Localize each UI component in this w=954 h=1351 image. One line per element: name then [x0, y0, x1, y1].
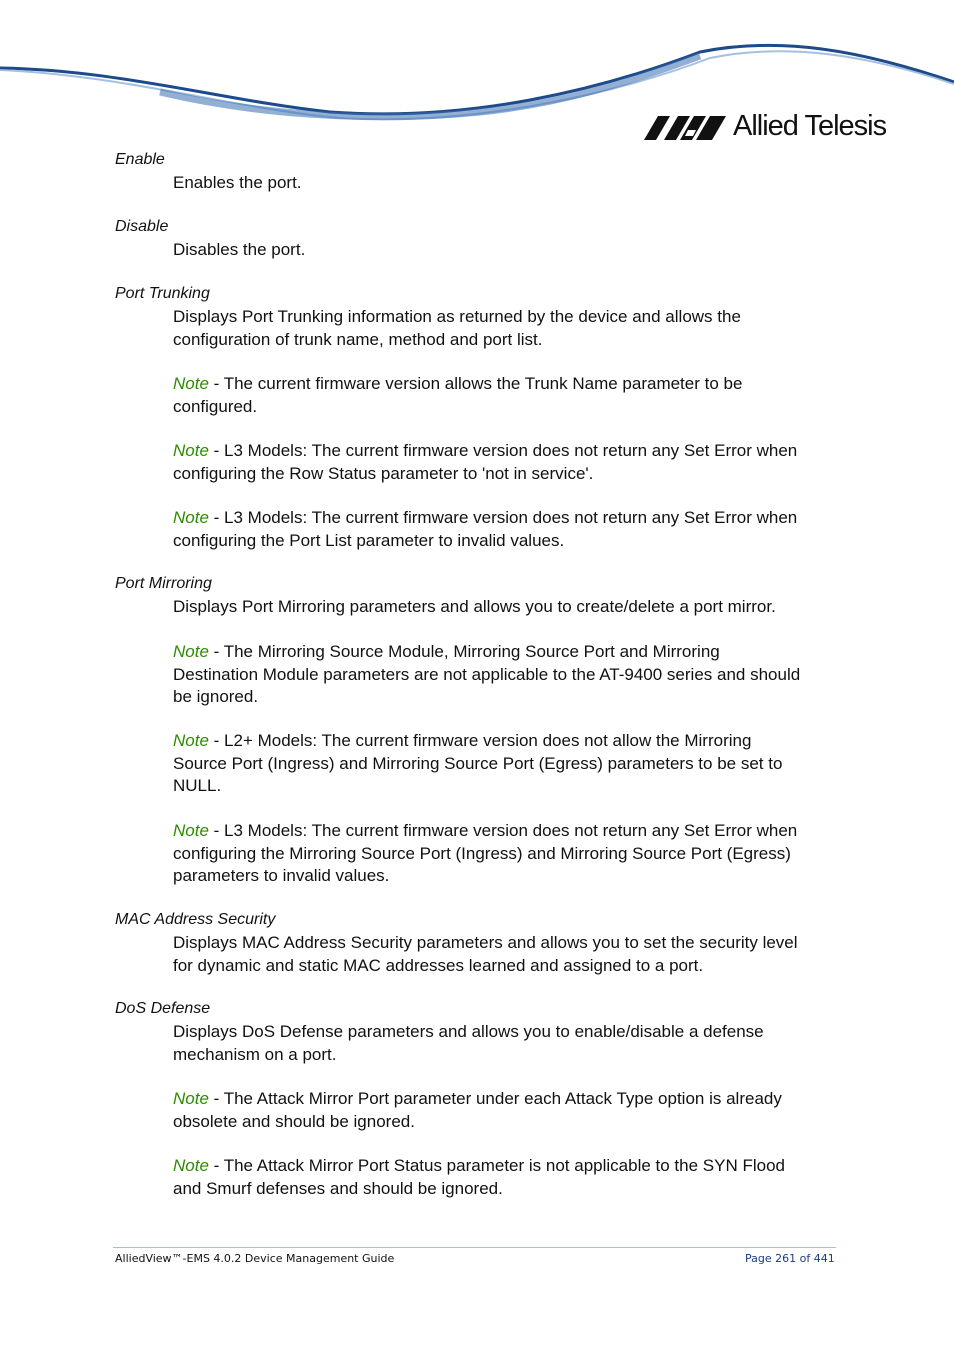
- section-heading-enable: Enable: [115, 151, 165, 168]
- text-line: [173, 1088, 845, 1111]
- note-text: - The Mirroring Source Module, Mirroring Source Port and Mirroring: [208, 642, 720, 661]
- section-heading-port-mirroring: Port Mirroring: [115, 575, 212, 592]
- text-line: Source Port (Ingress) and Mirroring Source Port (Egress) parameters to be set to: [173, 753, 783, 773]
- text-line: mechanism on a port.: [173, 1044, 337, 1064]
- text-line: Destination Module parameters are not applicable to the AT-9400 series and should: [173, 664, 801, 684]
- note-label: Note: [173, 374, 209, 393]
- text-line: for dynamic and static MAC addresses learned and assigned to a port.: [173, 955, 704, 975]
- footer-divider: [113, 1247, 836, 1248]
- text-line: configuring the Mirroring Source Port (Ingress) and Mirroring Source Port (Egress): [173, 843, 791, 863]
- allied-telesis-mark-icon: [644, 116, 726, 140]
- text-line: configured.: [173, 396, 258, 416]
- text-line: configuration of trunk name, method and port list.: [173, 329, 543, 349]
- note-text: - L3 Models: The current firmware version does not return any Set Error when: [208, 441, 798, 460]
- note-label: Note: [173, 1156, 209, 1175]
- text-line: Disables the port.: [173, 240, 306, 259]
- text-line: Enables the port.: [173, 173, 302, 192]
- note-label: Note: [173, 821, 209, 840]
- text-line: [173, 730, 845, 753]
- text-line: obsolete and should be ignored.: [173, 1111, 415, 1131]
- note-paragraph: [173, 820, 845, 888]
- note-paragraph: [173, 730, 845, 798]
- text-line: Displays MAC Address Security parameters and allows you to set the security level: [173, 933, 798, 952]
- paragraph: [173, 596, 845, 619]
- note-text: - The current firmware version allows the Trunk Name parameter to be: [208, 374, 743, 393]
- footer-page-number: Page 261 of 441: [745, 1252, 835, 1265]
- text-line: be ignored.: [173, 687, 259, 706]
- paragraph: [173, 306, 845, 351]
- text-line: [173, 440, 845, 463]
- section-heading-port-trunking: Port Trunking: [115, 285, 210, 302]
- note-text: - L3 Models: The current firmware version does not return any Set Error when: [208, 508, 798, 527]
- note-paragraph: [173, 1088, 845, 1133]
- note-paragraph: [173, 507, 845, 552]
- note-label: Note: [173, 731, 209, 750]
- note-label: Note: [173, 642, 209, 661]
- text-line: Displays Port Trunking information as returned by the device and allows the: [173, 307, 741, 326]
- note-label: Note: [173, 1089, 209, 1108]
- text-line: Displays DoS Defense parameters and allows you to enable/disable a defense: [173, 1022, 764, 1041]
- note-paragraph: [173, 373, 845, 418]
- brand-name: Allied Telesis: [733, 110, 887, 142]
- section-heading-mac-address-security: MAC Address Security: [115, 911, 276, 928]
- text-line: [173, 507, 845, 530]
- note-paragraph: [173, 641, 845, 709]
- footer-document-title: AlliedView™-EMS 4.0.2 Device Management Guide: [115, 1252, 395, 1265]
- allied-telesis-logo: [644, 110, 904, 146]
- text-line: configuring the Port List parameter to invalid values.: [173, 530, 565, 550]
- paragraph: [173, 239, 845, 262]
- note-paragraph: [173, 1155, 845, 1200]
- note-text: - L2+ Models: The current firmware version does not allow the Mirroring: [208, 731, 752, 750]
- note-text: - The Attack Mirror Port parameter under each Attack Type option is already: [208, 1089, 782, 1108]
- note-text: - The Attack Mirror Port Status parameter is not applicable to the SYN Flood: [208, 1156, 785, 1175]
- text-line: [173, 641, 845, 664]
- note-text: - L3 Models: The current firmware version does not return any Set Error when: [208, 821, 798, 840]
- text-line: configuring the Row Status parameter to 'not in service'.: [173, 463, 594, 483]
- text-line: Displays Port Mirroring parameters and allows you to create/delete a port mirror.: [173, 597, 776, 616]
- text-line: NULL.: [173, 776, 222, 795]
- paragraph: [173, 1021, 845, 1066]
- text-line: parameters to invalid values.: [173, 866, 390, 885]
- text-line: [173, 1155, 845, 1178]
- paragraph: [173, 932, 845, 977]
- note-label: Note: [173, 441, 209, 460]
- text-line: [173, 373, 845, 396]
- text-line: [173, 820, 845, 843]
- text-line: and Smurf defenses and should be ignored.: [173, 1178, 503, 1198]
- paragraph: [173, 172, 845, 195]
- note-label: Note: [173, 508, 209, 527]
- section-heading-dos-defense: DoS Defense: [115, 1000, 211, 1017]
- section-heading-disable: Disable: [115, 218, 169, 235]
- note-paragraph: [173, 440, 845, 485]
